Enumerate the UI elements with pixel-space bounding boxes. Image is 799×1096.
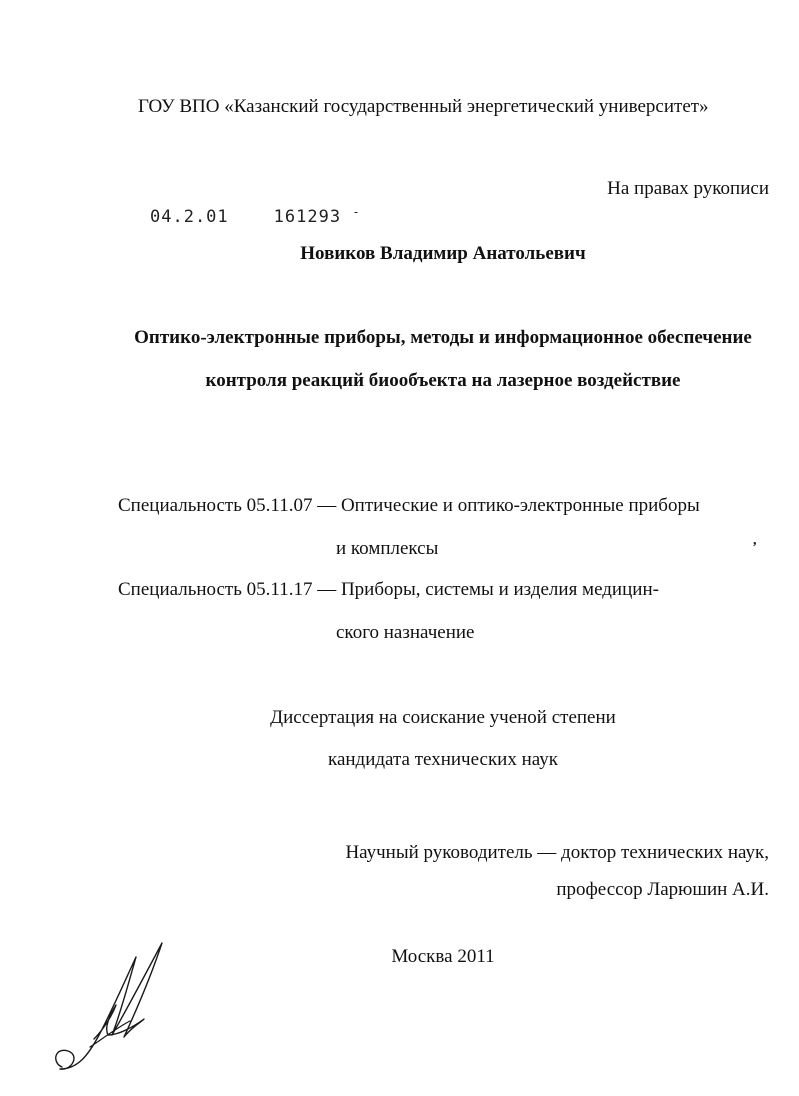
supervisor-line-2: профессор Ларюшин А.И.: [556, 879, 769, 900]
signature: [50, 935, 180, 1075]
institution-name: ГОУ ВПО «Казанский государственный энергетический университет»: [138, 96, 709, 117]
stamp-date: 04.2.01: [150, 207, 229, 227]
specialty-2-line-1: Специальность 05.11.17 — Приборы, системы и изделия медицин-: [118, 579, 659, 600]
dissertation-title-line-2: контроля реакций биообъекта на лазерное воздействие: [205, 370, 681, 391]
place-and-year: Москва 2011: [391, 946, 495, 967]
specialty-2-line-2: ского назначение: [336, 622, 475, 643]
specialty-1-line-1: Специальность 05.11.07 — Оптические и оптико-электронные приборы: [118, 495, 700, 516]
scan-speck: ,: [753, 533, 757, 548]
registry-stamp: 04.2.01 161293 -: [150, 205, 361, 227]
author-name: Новиков Владимир Анатольевич: [300, 243, 586, 264]
degree-line-2: кандидата технических наук: [328, 749, 558, 770]
specialty-1-line-2: и комплексы: [336, 538, 439, 559]
manuscript-rights-note: На правах рукописи: [607, 178, 769, 199]
supervisor-line-1: Научный руководитель — доктор технических наук,: [345, 842, 769, 863]
stamp-number: 161293: [273, 207, 342, 227]
degree-line-1: Диссертация на соискание ученой степени: [270, 707, 616, 728]
dissertation-title-line-1: Оптико-электронные приборы, методы и информационное обеспечение: [134, 327, 752, 348]
